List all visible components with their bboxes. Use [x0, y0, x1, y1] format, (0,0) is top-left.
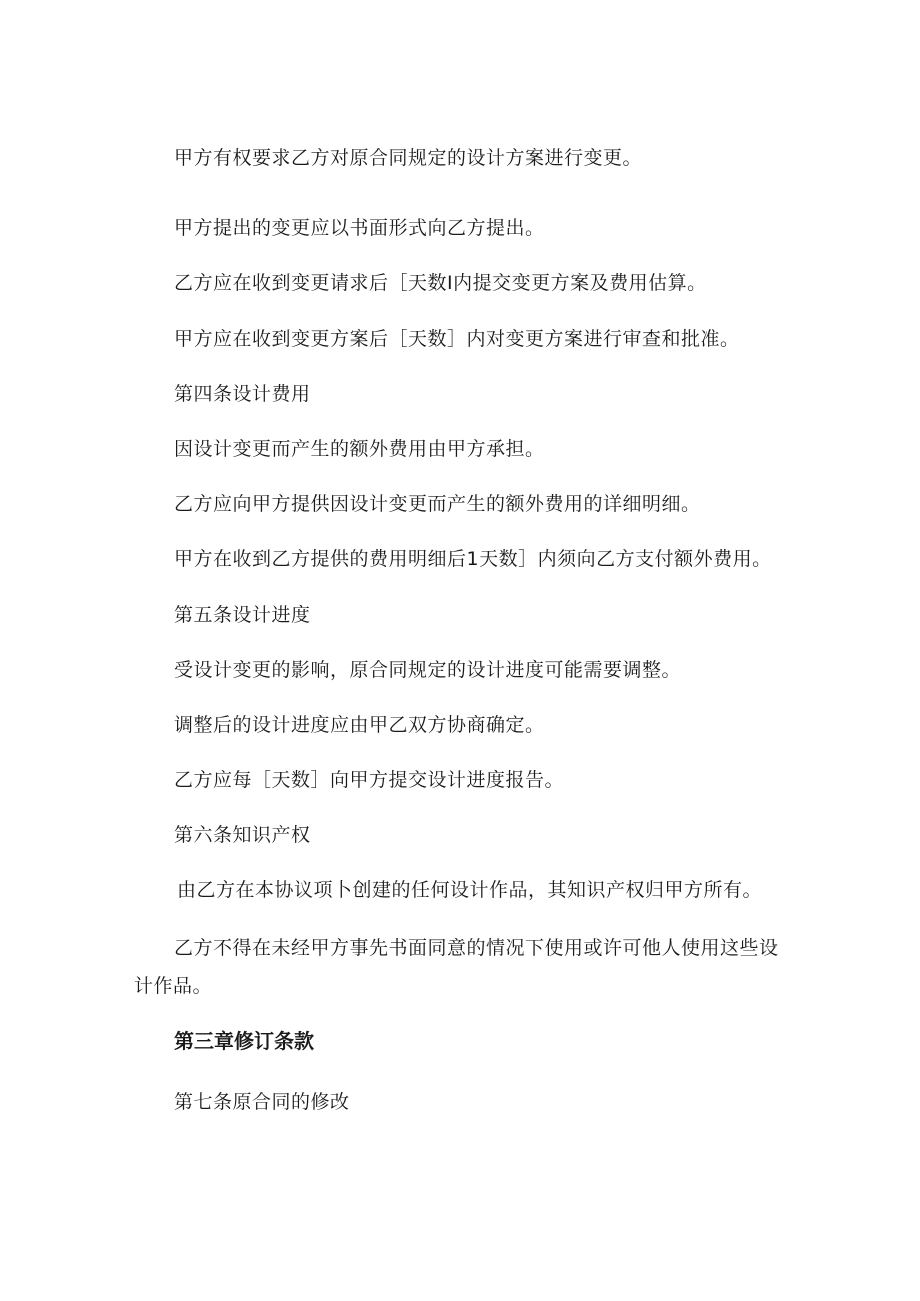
- paragraph-design-change-right: 甲方有权要求乙方对原合同规定的设计方案进行变更。: [174, 147, 643, 169]
- article-4-heading: 第四条设计费用: [174, 383, 311, 405]
- paragraph-fee-details: 乙方应向甲方提供因设计变更而产生的额外费用的详细明细。: [174, 493, 701, 515]
- paragraph-extra-fees: 因设计变更而产生的额外费用由甲方承担。: [174, 438, 545, 460]
- paragraph-progress-report: 乙方应每［天数］向甲方提交设计进度报告。: [174, 769, 565, 791]
- paragraph-fee-payment: 甲方在收到乙方提供的费用明细后1天数］内须向乙方支付额外费用。: [174, 548, 772, 570]
- article-6-heading: 第六条知识产权: [174, 824, 311, 846]
- paragraph-ip-ownership: 由乙方在本协议项卜创建的任何设计作品，其知识产权归甲方所有。: [177, 879, 763, 901]
- paragraph-usage-restriction: 乙方不得在未经甲方事先书面同意的情况下使用或许可他人使用这些设计作品。: [134, 937, 779, 997]
- paragraph-schedule-impact: 受设计变更的影响，原合同规定的设计进度可能需要调整。: [174, 659, 682, 681]
- article-5-heading: 第五条设计进度: [174, 604, 311, 626]
- paragraph-review-approval: 甲方应在收到变更方案后［天数］内对变更方案进行审查和批准。: [174, 328, 740, 350]
- article-7-heading: 第七条原合同的修改: [174, 1091, 350, 1113]
- paragraph-schedule-negotiation: 调整后的设计进度应由甲乙双方协商确定。: [174, 714, 545, 736]
- paragraph-change-proposal: 乙方应在收到变更请求后［天数I内提交变更方案及费用估算。: [174, 272, 707, 294]
- chapter-3-heading: 第三章修订条款: [174, 1029, 314, 1053]
- paragraph-written-request: 甲方提出的变更应以书面形式向乙方提出。: [174, 217, 545, 239]
